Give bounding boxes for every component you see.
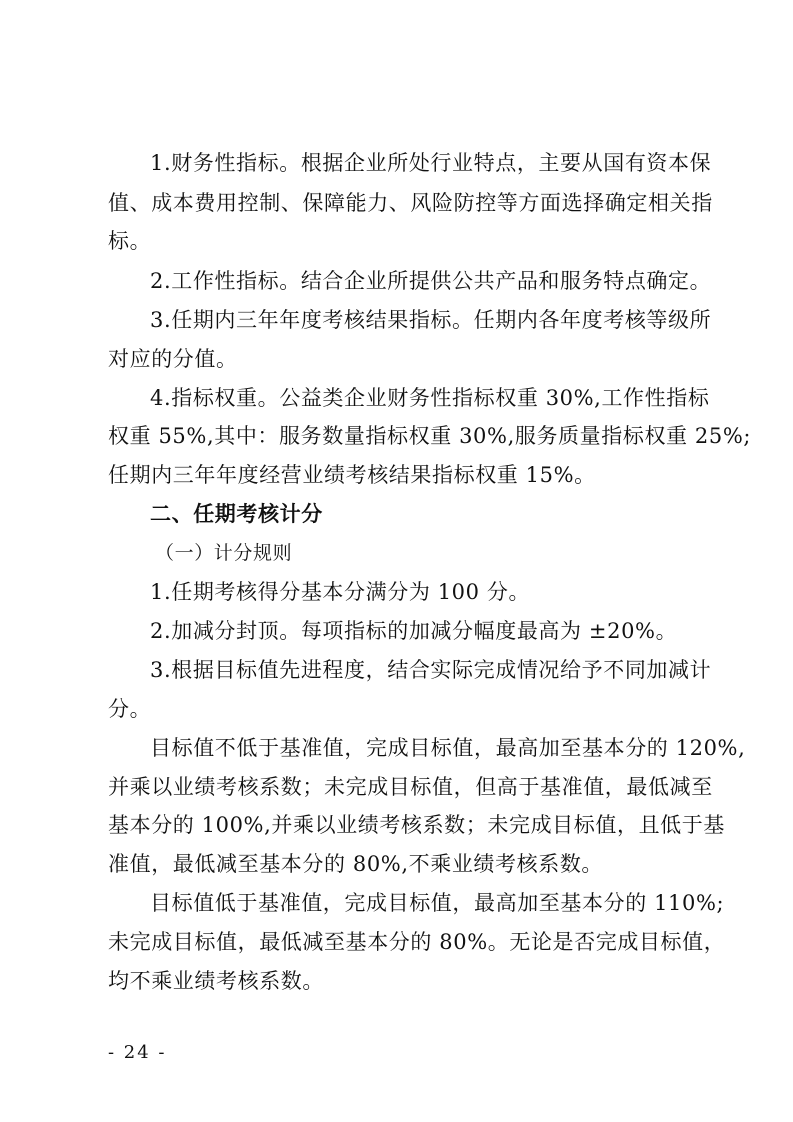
paragraph-line: 4.指标权重。公益类企业财务性指标权重 30%,工作性指标 [150, 386, 710, 410]
paragraph-line: 3.任期内三年年度考核结果指标。任期内各年度考核等级所 [150, 308, 712, 332]
paragraph-line: 值、成本费用控制、保障能力、风险防控等方面选择确定相关指 [108, 191, 713, 215]
paragraph-line: 准值，最低减至基本分的 80%,不乘业绩考核系数。 [108, 852, 604, 876]
section-heading: 二、任期考核计分 [150, 502, 323, 526]
paragraph-line: 标。 [108, 229, 152, 253]
paragraph-line: 2.工作性指标。结合企业所提供公共产品和服务特点确定。 [150, 269, 712, 293]
paragraph-line: 目标值低于基准值，完成目标值，最高加至基本分的 110%; [150, 891, 725, 915]
paragraph-line: 均不乘业绩考核系数。 [108, 969, 324, 993]
subsection-heading: （一）计分规则 [155, 542, 293, 564]
paragraph-line: 分。 [108, 697, 152, 721]
paragraph-line: 权重 55%,其中：服务数量指标权重 30%,服务质量指标权重 25%; [108, 424, 752, 448]
page-number: - 24 - [108, 1042, 167, 1063]
paragraph-line: 1.财务性指标。根据企业所处行业特点，主要从国有资本保 [150, 151, 712, 175]
paragraph-line: 未完成目标值，最低减至基本分的 80%。无论是否完成目标值， [108, 930, 726, 954]
paragraph-line: 基本分的 100%,并乘以业绩考核系数；未完成目标值，且低于基 [108, 813, 725, 837]
paragraph-line: 并乘以业绩考核系数；未完成目标值，但高于基准值，最低减至 [108, 775, 713, 799]
paragraph-line: 3.根据目标值先进程度，结合实际完成情况给予不同加减计 [150, 658, 712, 682]
paragraph-line: 目标值不低于基准值，完成目标值，最高加至基本分的 120%, [150, 736, 746, 760]
paragraph-line: 2.加减分封顶。每项指标的加减分幅度最高为 ±20%。 [150, 619, 678, 643]
paragraph-line: 1.任期考核得分基本分满分为 100 分。 [150, 580, 531, 604]
paragraph-line: 对应的分值。 [108, 347, 238, 371]
paragraph-line: 任期内三年年度经营业绩考核结果指标权重 15%。 [108, 463, 596, 487]
